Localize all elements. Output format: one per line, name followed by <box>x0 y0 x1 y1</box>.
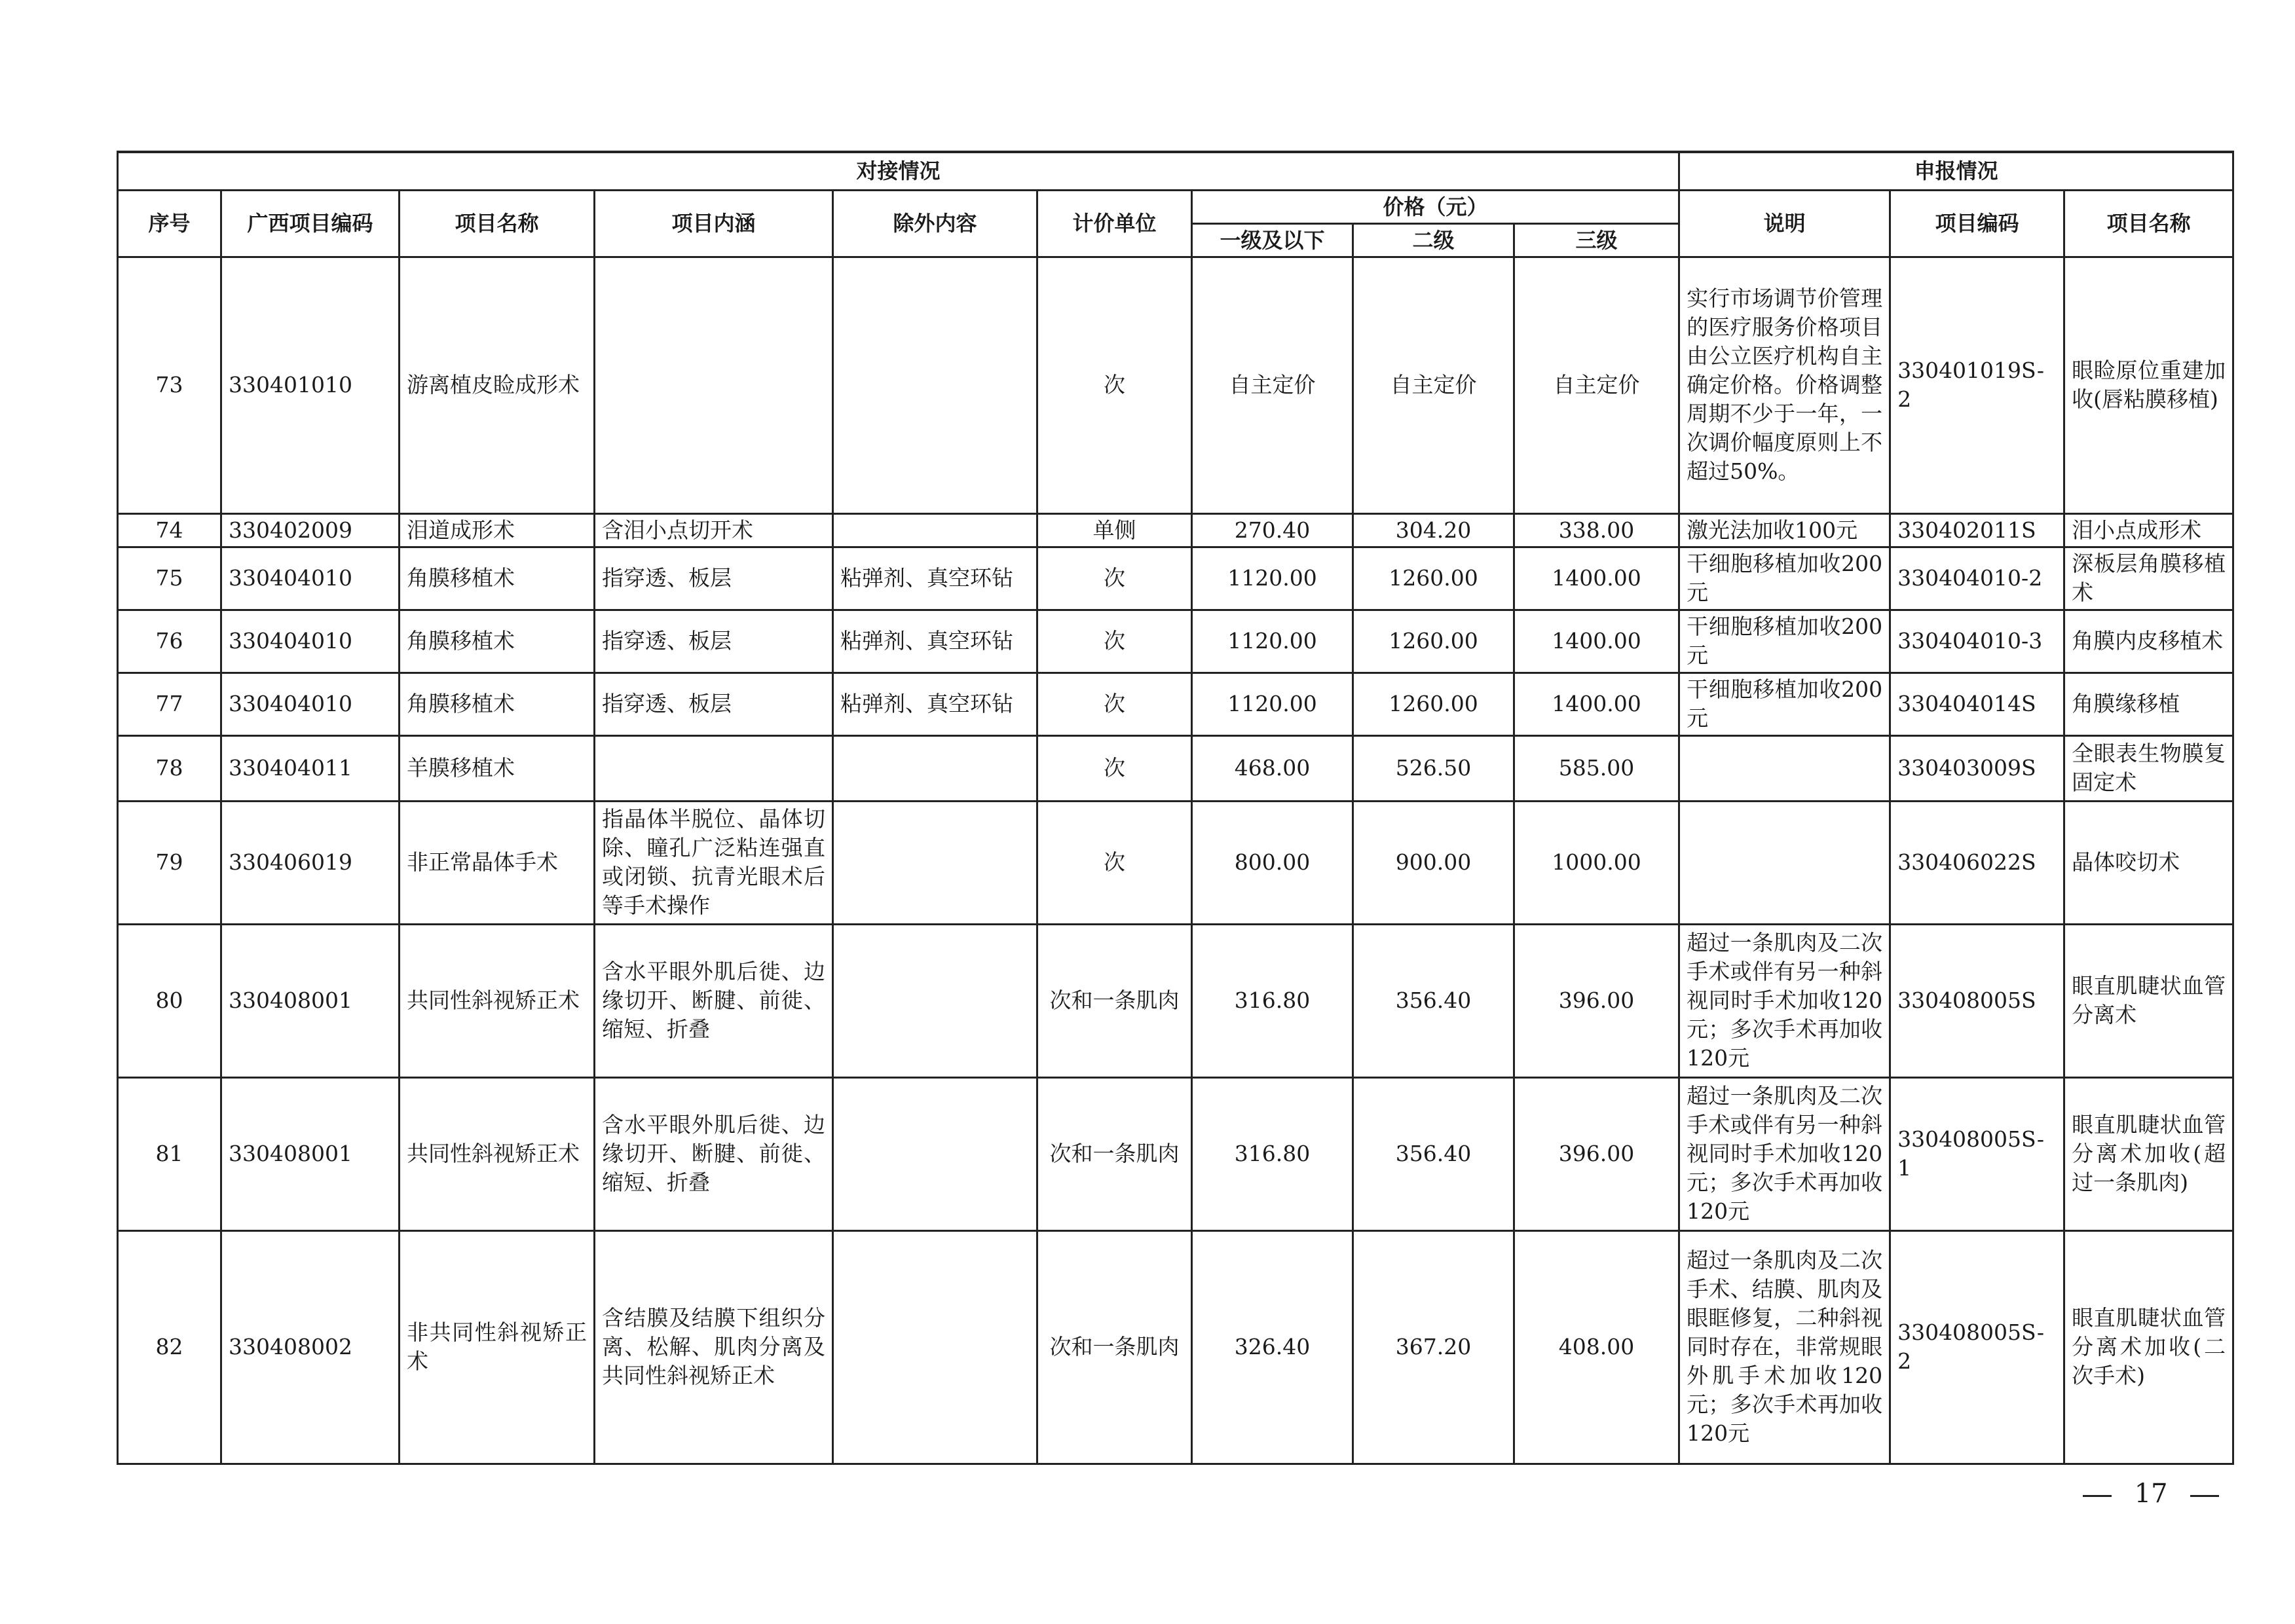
cell-unit: 次和一条肌肉 <box>1037 1230 1192 1464</box>
cell-price-level1: 468.00 <box>1192 735 1353 801</box>
col-header-rep-name: 项目名称 <box>2064 190 2233 257</box>
cell-content: 含水平眼外肌后徙、边缘切开、断腱、前徙、缩短、折叠 <box>595 1077 833 1230</box>
cell-name: 角膜移植术 <box>400 673 595 735</box>
cell-unit: 单侧 <box>1037 513 1192 547</box>
cell-name: 共同性斜视矫正术 <box>400 1077 595 1230</box>
cell-price-level2: 356.40 <box>1353 924 1514 1077</box>
cell-price-level2: 自主定价 <box>1353 257 1514 513</box>
col-header-note: 说明 <box>1679 190 1890 257</box>
cell-price-level3: 1400.00 <box>1514 610 1679 673</box>
cell-name: 游离植皮睑成形术 <box>400 257 595 513</box>
pricing-table <box>117 151 2234 1465</box>
col-header-rep-code: 项目编码 <box>1890 190 2064 257</box>
cell-note: 实行市场调节价管理的医疗服务价格项目由公立医疗机构自主确定价格。价格调整周期不少于一年，一次调价幅度原则上不超过50%。 <box>1679 257 1890 513</box>
cell-seq: 82 <box>118 1230 221 1464</box>
cell-seq: 75 <box>118 547 221 610</box>
col-header-level2: 二级 <box>1353 223 1514 257</box>
cell-rep-name: 眼睑原位重建加收(唇粘膜移植) <box>2064 257 2233 513</box>
cell-unit: 次和一条肌肉 <box>1037 924 1192 1077</box>
cell-price-level2: 526.50 <box>1353 735 1514 801</box>
cell-name: 角膜移植术 <box>400 547 595 610</box>
cell-price-level2: 1260.00 <box>1353 610 1514 673</box>
cell-rep-name: 深板层角膜移植术 <box>2064 547 2233 610</box>
cell-note <box>1679 801 1890 924</box>
cell-note: 激光法加收100元 <box>1679 513 1890 547</box>
col-header-name: 项目名称 <box>400 190 595 257</box>
cell-content: 指穿透、板层 <box>595 610 833 673</box>
cell-name: 非正常晶体手术 <box>400 801 595 924</box>
col-header-seq: 序号 <box>118 190 221 257</box>
table-row <box>118 735 2233 801</box>
cell-price-level3: 1000.00 <box>1514 801 1679 924</box>
cell-code: 330406019 <box>221 801 400 924</box>
cell-rep-code: 330404010-3 <box>1890 610 2064 673</box>
cell-price-level2: 1260.00 <box>1353 673 1514 735</box>
cell-unit: 次 <box>1037 257 1192 513</box>
cell-note: 超过一条肌肉及二次手术、结膜、肌肉及眼眶修复，二种斜视同时存在，非常规眼外肌手术加收120元；多次手术再加收120元 <box>1679 1230 1890 1464</box>
group-header-reporting: 申报情况 <box>1679 152 2233 190</box>
table-row <box>118 801 2233 924</box>
cell-seq: 79 <box>118 801 221 924</box>
col-header-unit: 计价单位 <box>1037 190 1192 257</box>
cell-rep-code: 330406022S <box>1890 801 2064 924</box>
cell-content: 指晶体半脱位、晶体切除、瞳孔广泛粘连强直或闭锁、抗青光眼术后等手术操作 <box>595 801 833 924</box>
cell-rep-name: 眼直肌睫状血管分离术 <box>2064 924 2233 1077</box>
cell-rep-name: 晶体咬切术 <box>2064 801 2233 924</box>
cell-seq: 80 <box>118 924 221 1077</box>
cell-price-level1: 800.00 <box>1192 801 1353 924</box>
cell-code: 330404010 <box>221 610 400 673</box>
cell-price-level1: 1120.00 <box>1192 610 1353 673</box>
cell-note: 干细胞移植加收200元 <box>1679 547 1890 610</box>
page-number-dash-left <box>2083 1495 2112 1497</box>
col-header-excluded: 除外内容 <box>833 190 1037 257</box>
cell-price-level3: 396.00 <box>1514 924 1679 1077</box>
cell-excluded <box>833 735 1037 801</box>
cell-name: 非共同性斜视矫正术 <box>400 1230 595 1464</box>
cell-rep-code: 330404010-2 <box>1890 547 2064 610</box>
cell-excluded <box>833 257 1037 513</box>
table-row <box>118 1230 2233 1464</box>
cell-price-level3: 1400.00 <box>1514 673 1679 735</box>
cell-price-level3: 自主定价 <box>1514 257 1679 513</box>
cell-seq: 77 <box>118 673 221 735</box>
cell-price-level3: 408.00 <box>1514 1230 1679 1464</box>
cell-content: 含泪小点切开术 <box>595 513 833 547</box>
cell-price-level1: 326.40 <box>1192 1230 1353 1464</box>
cell-note <box>1679 735 1890 801</box>
cell-note: 干细胞移植加收200元 <box>1679 610 1890 673</box>
cell-price-level3: 396.00 <box>1514 1077 1679 1230</box>
cell-seq: 73 <box>118 257 221 513</box>
cell-price-level1: 1120.00 <box>1192 547 1353 610</box>
cell-unit: 次 <box>1037 547 1192 610</box>
cell-unit: 次 <box>1037 610 1192 673</box>
cell-note: 超过一条肌肉及二次手术或伴有另一种斜视同时手术加收120元；多次手术再加收120元 <box>1679 1077 1890 1230</box>
cell-price-level1: 316.80 <box>1192 1077 1353 1230</box>
cell-rep-name: 角膜内皮移植术 <box>2064 610 2233 673</box>
cell-rep-code: 330408005S <box>1890 924 2064 1077</box>
cell-excluded <box>833 1230 1037 1464</box>
table-row <box>118 547 2233 610</box>
cell-price-level2: 900.00 <box>1353 801 1514 924</box>
table-row <box>118 610 2233 673</box>
cell-price-level1: 自主定价 <box>1192 257 1353 513</box>
col-header-price: 价格（元） <box>1192 190 1679 223</box>
group-header-docking: 对接情况 <box>118 152 1679 190</box>
cell-seq: 74 <box>118 513 221 547</box>
cell-price-level3: 1400.00 <box>1514 547 1679 610</box>
cell-price-level2: 304.20 <box>1353 513 1514 547</box>
table-row <box>118 924 2233 1077</box>
cell-price-level2: 367.20 <box>1353 1230 1514 1464</box>
cell-rep-code: 330402011S <box>1890 513 2064 547</box>
cell-code: 330408001 <box>221 924 400 1077</box>
cell-rep-name: 眼直肌睫状血管分离术加收(二次手术) <box>2064 1230 2233 1464</box>
cell-excluded: 粘弹剂、真空环钻 <box>833 547 1037 610</box>
cell-unit: 次和一条肌肉 <box>1037 1077 1192 1230</box>
page-number-value: 17 <box>2134 1479 2168 1509</box>
cell-code: 330401010 <box>221 257 400 513</box>
col-header-level1: 一级及以下 <box>1192 223 1353 257</box>
table-row <box>118 257 2233 513</box>
cell-rep-code: 330404014S <box>1890 673 2064 735</box>
cell-content: 指穿透、板层 <box>595 673 833 735</box>
cell-rep-name: 角膜缘移植 <box>2064 673 2233 735</box>
table-row <box>118 513 2233 547</box>
cell-rep-code: 330408005S-2 <box>1890 1230 2064 1464</box>
cell-name: 角膜移植术 <box>400 610 595 673</box>
cell-name: 共同性斜视矫正术 <box>400 924 595 1077</box>
col-header-content: 项目内涵 <box>595 190 833 257</box>
cell-unit: 次 <box>1037 673 1192 735</box>
cell-excluded <box>833 513 1037 547</box>
cell-name: 羊膜移植术 <box>400 735 595 801</box>
cell-content <box>595 257 833 513</box>
cell-excluded: 粘弹剂、真空环钻 <box>833 610 1037 673</box>
col-header-gx-code: 广西项目编码 <box>221 190 400 257</box>
cell-unit: 次 <box>1037 735 1192 801</box>
cell-content: 含结膜及结膜下组织分离、松解、肌肉分离及共同性斜视矫正术 <box>595 1230 833 1464</box>
cell-code: 330404010 <box>221 673 400 735</box>
cell-excluded <box>833 1077 1037 1230</box>
cell-code: 330402009 <box>221 513 400 547</box>
cell-rep-code: 330408005S-1 <box>1890 1077 2064 1230</box>
cell-content: 含水平眼外肌后徙、边缘切开、断腱、前徙、缩短、折叠 <box>595 924 833 1077</box>
cell-note: 超过一条肌肉及二次手术或伴有另一种斜视同时手术加收120元；多次手术再加收120元 <box>1679 924 1890 1077</box>
cell-excluded: 粘弹剂、真空环钻 <box>833 673 1037 735</box>
cell-rep-code: 330403009S <box>1890 735 2064 801</box>
cell-content: 指穿透、板层 <box>595 547 833 610</box>
cell-price-level1: 316.80 <box>1192 924 1353 1077</box>
cell-price-level2: 356.40 <box>1353 1077 1514 1230</box>
cell-unit: 次 <box>1037 801 1192 924</box>
cell-rep-name: 眼直肌睫状血管分离术加收(超过一条肌肉) <box>2064 1077 2233 1230</box>
col-header-level3: 三级 <box>1514 223 1679 257</box>
cell-excluded <box>833 924 1037 1077</box>
cell-name: 泪道成形术 <box>400 513 595 547</box>
cell-price-level2: 1260.00 <box>1353 547 1514 610</box>
cell-code: 330408002 <box>221 1230 400 1464</box>
cell-price-level1: 1120.00 <box>1192 673 1353 735</box>
cell-code: 330404011 <box>221 735 400 801</box>
cell-rep-name: 泪小点成形术 <box>2064 513 2233 547</box>
cell-price-level3: 338.00 <box>1514 513 1679 547</box>
cell-seq: 81 <box>118 1077 221 1230</box>
table-row <box>118 1077 2233 1230</box>
table-row <box>118 673 2233 735</box>
cell-seq: 78 <box>118 735 221 801</box>
cell-seq: 76 <box>118 610 221 673</box>
cell-code: 330404010 <box>221 547 400 610</box>
page-number <box>2083 1479 2219 1509</box>
cell-code: 330408001 <box>221 1077 400 1230</box>
cell-price-level1: 270.40 <box>1192 513 1353 547</box>
cell-price-level3: 585.00 <box>1514 735 1679 801</box>
cell-rep-code: 330401019S-2 <box>1890 257 2064 513</box>
cell-note: 干细胞移植加收200元 <box>1679 673 1890 735</box>
cell-excluded <box>833 801 1037 924</box>
page-number-dash-right <box>2190 1495 2219 1497</box>
cell-rep-name: 全眼表生物膜复固定术 <box>2064 735 2233 801</box>
cell-content <box>595 735 833 801</box>
